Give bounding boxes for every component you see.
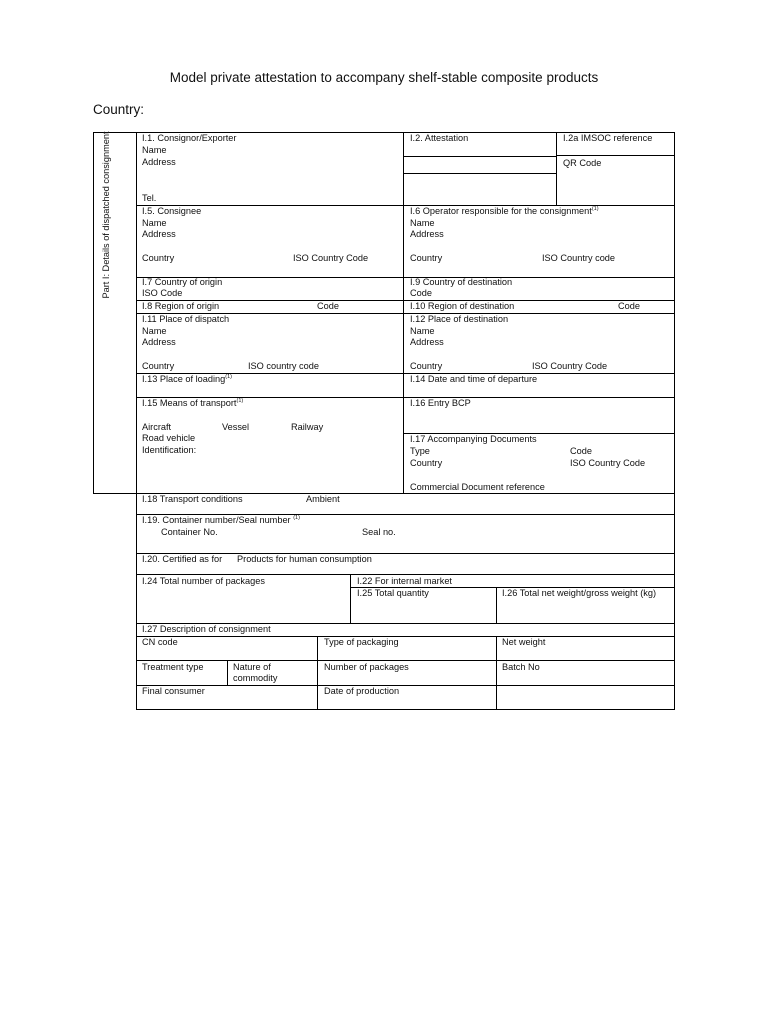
cell-empty[interactable] [496, 685, 675, 710]
operator-title: I.6 Operator responsible for the consignment$^{(1)}$ [410, 205, 599, 216]
consignee-title: I.5. Consignee [142, 206, 202, 216]
place-dispatch-title: I.11 Place of dispatch [142, 314, 230, 324]
transport-road-vehicle: Road vehicle [142, 433, 196, 443]
region-origin-code: Code [317, 301, 339, 311]
consignee-country: Country [142, 253, 175, 263]
docs-country: Country [410, 458, 443, 468]
transport-identification: Identification: [142, 445, 197, 455]
place-destination-name: Name [410, 326, 435, 336]
container-no: Container No. [161, 527, 218, 537]
region-destination-code: Code [618, 301, 640, 311]
cn-code-label: CN code [142, 637, 178, 647]
document-title: Model private attestation to accompany shelf-stable composite products [169, 70, 599, 85]
country-label: Country: [93, 102, 145, 117]
transport-conditions-ambient: Ambient [306, 494, 340, 504]
total-quantity-title: I.25 Total quantity [357, 588, 429, 598]
field-attestation-line [403, 156, 557, 174]
attestation-title: I.2. Attestation [410, 133, 469, 143]
means-transport-title: I.15 Means of transport$^{(1)}$ [142, 397, 244, 408]
departure-time-title: I.14 Date and time of departure [410, 374, 538, 384]
country-destination-code: Code [410, 288, 432, 298]
place-destination-title: I.12 Place of destination [410, 314, 509, 324]
consignor-tel: Tel. [142, 193, 157, 203]
region-destination-title: I.10 Region of destination [410, 301, 515, 311]
description-title: I.27 Description of consignment [142, 624, 271, 634]
docs-iso: ISO Country Code [570, 458, 646, 468]
total-packages-title: I.24 Total number of packages [142, 576, 265, 586]
consignor-title: I.1. Consignor/Exporter [142, 133, 237, 143]
place-destination-country: Country [410, 361, 443, 371]
nature-commodity-label-2: commodity [233, 673, 278, 683]
place-loading-title: I.13 Place of loading$^{(1)}$ [142, 373, 232, 384]
transport-vessel: Vessel [222, 422, 250, 432]
operator-country: Country [410, 253, 443, 263]
region-origin-title: I.8 Region of origin [142, 301, 220, 311]
consignee-iso: ISO Country Code [293, 253, 369, 263]
place-destination-address: Address [410, 337, 444, 347]
place-dispatch-country: Country [142, 361, 175, 371]
certified-as-title: I.20. Certified as for [142, 554, 223, 564]
country-origin-title: I.7 Country of origin [142, 277, 223, 287]
accompanying-docs-title: I.17 Accompanying Documents [410, 434, 537, 444]
operator-address: Address [410, 229, 444, 239]
transport-aircraft: Aircraft [142, 422, 172, 432]
consignor-name: Name [142, 145, 167, 155]
container-seal-title: I.19. Container number/Seal number $^{(1)}$ [142, 514, 300, 525]
qr-code-label: QR Code [563, 158, 602, 168]
net-weight-label: Net weight [502, 637, 546, 647]
consignee-address: Address [142, 229, 176, 239]
docs-commercial-ref: Commercial Document reference [410, 482, 545, 492]
country-destination-title: I.9 Country of destination [410, 277, 513, 287]
number-packages-label: Number of packages [324, 662, 409, 672]
imsoc-title: I.2a IMSOC reference [563, 133, 653, 143]
total-weight-title: I.26 Total net weight/gross weight (kg) [502, 588, 657, 598]
date-production-label: Date of production [324, 686, 400, 696]
transport-railway: Railway [291, 422, 324, 432]
docs-type: Type [410, 446, 430, 456]
operator-name: Name [410, 218, 435, 228]
docs-code: Code [570, 446, 592, 456]
internal-market-title: I.22 For internal market [357, 576, 452, 586]
entry-bcp-title: I.16 Entry BCP [410, 398, 471, 408]
operator-iso: ISO Country code [542, 253, 616, 263]
place-destination-iso: ISO Country Code [532, 361, 608, 371]
country-origin-iso: ISO Code [142, 288, 183, 298]
seal-no: Seal no. [362, 527, 396, 537]
place-dispatch-name: Name [142, 326, 167, 336]
transport-conditions-title: I.18 Transport conditions [142, 494, 243, 504]
place-dispatch-iso: ISO country code [248, 361, 319, 371]
consignee-name: Name [142, 218, 167, 228]
nature-commodity-label-1: Nature of [233, 662, 271, 672]
part-label: Part I: Details of dispatched consignment [101, 131, 111, 299]
type-packaging-label: Type of packaging [324, 637, 399, 647]
batch-no-label: Batch No [502, 662, 540, 672]
final-consumer-label: Final consumer [142, 686, 205, 696]
treatment-type-label: Treatment type [142, 662, 204, 672]
certified-as-value: Products for human consumption [237, 554, 372, 564]
consignor-address: Address [142, 157, 176, 167]
place-dispatch-address: Address [142, 337, 176, 347]
